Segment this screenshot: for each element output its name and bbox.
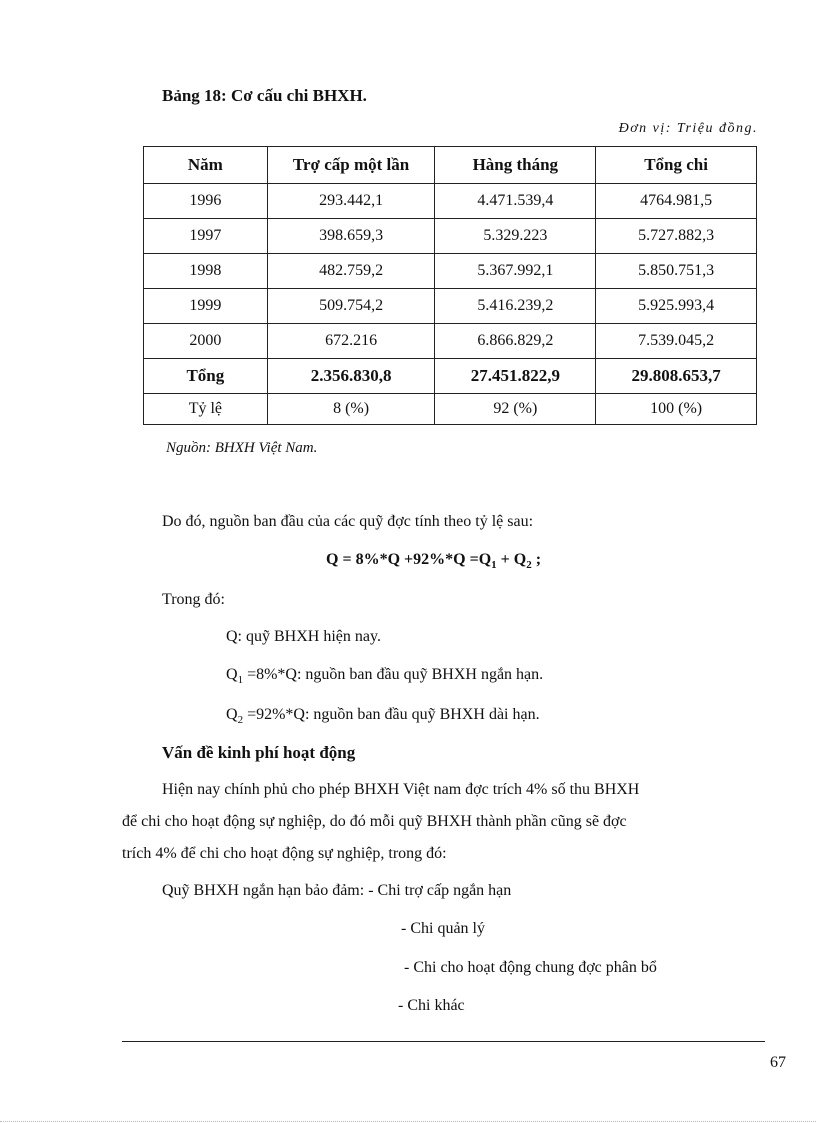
table-title: Bảng 18: Cơ cấu chi BHXH. <box>162 86 367 105</box>
column-header: Hàng tháng <box>435 147 596 184</box>
table-cell: 92 (%) <box>435 394 596 425</box>
table-cell: 5.850.751,3 <box>596 254 757 289</box>
formula-plus: + Q <box>496 551 527 568</box>
unit-note: Đơn vị: Triệu đồng. <box>618 121 758 136</box>
table-row <box>144 324 757 359</box>
table-cell: 293.442,1 <box>267 184 435 219</box>
section-heading: Vấn đề kinh phí hoạt động <box>162 743 356 762</box>
table-row <box>144 184 757 219</box>
table-cell: Tỷ lệ <box>144 394 268 425</box>
expense-table <box>143 146 757 425</box>
paragraph-line-1: Hiện nay chính phủ cho phép BHXH Việt nam đợc trích 4% số thu BHXH <box>162 781 640 798</box>
table-cell: 1996 <box>144 184 268 219</box>
formula-main: Q = 8%*Q +92%*Q =Q <box>326 551 492 568</box>
footer-divider <box>122 1041 765 1042</box>
column-header: Trợ cấp một lần <box>267 147 435 184</box>
table-cell: 2.356.830,8 <box>267 359 435 394</box>
definition-q: Q: quỹ BHXH hiện nay. <box>226 628 381 645</box>
list-item: - Chi cho hoạt động chung đợc phân bổ <box>404 959 657 976</box>
formula-end: ; <box>531 551 542 568</box>
table-cell: 5.416.239,2 <box>435 289 596 324</box>
intro-text: Do đó, nguồn ban đầu của các quỹ đợc tính theo tỷ lệ sau: <box>162 513 534 530</box>
table-cell: Tổng <box>144 359 268 394</box>
list-item: - Chi khác <box>398 997 465 1014</box>
table-row <box>144 219 757 254</box>
table-cell: 27.451.822,9 <box>435 359 596 394</box>
definition-q1 <box>226 666 543 686</box>
table-cell: 482.759,2 <box>267 254 435 289</box>
list-item: - Chi quản lý <box>401 920 485 937</box>
list-intro: Quỹ BHXH ngắn hạn bảo đảm: - Chi trợ cấp ngắn hạn <box>162 882 512 899</box>
formula-sub-1: 1 <box>491 559 497 572</box>
total-row <box>144 359 757 394</box>
page-bottom-border <box>0 1121 816 1122</box>
column-header: Tổng chi <box>596 147 757 184</box>
page-number: 67 <box>770 1054 786 1071</box>
table-cell: 100 (%) <box>596 394 757 425</box>
ratio-row <box>144 394 757 425</box>
column-header: Năm <box>144 147 268 184</box>
table-cell: 5.925.993,4 <box>596 289 757 324</box>
paragraph-line-2: để chi cho hoạt động sự nghiệp, do đó mỗi quỹ BHXH thành phần cũng sẽ đợc <box>122 813 627 830</box>
table-cell: 672.216 <box>267 324 435 359</box>
table-source: Nguồn: BHXH Việt Nam. <box>166 440 318 456</box>
table-cell: 8 (%) <box>267 394 435 425</box>
definition-q2 <box>226 706 540 726</box>
definition-symbol: Q <box>226 666 238 683</box>
table-cell: 7.539.045,2 <box>596 324 757 359</box>
table-cell: 5.727.882,3 <box>596 219 757 254</box>
table-cell: 4.471.539,4 <box>435 184 596 219</box>
definition-subscript: 1 <box>237 674 244 687</box>
table-cell: 1999 <box>144 289 268 324</box>
table-cell: 5.367.992,1 <box>435 254 596 289</box>
table-cell: 29.808.653,7 <box>596 359 757 394</box>
table-cell: 509.754,2 <box>267 289 435 324</box>
table-row <box>144 254 757 289</box>
where-label: Trong đó: <box>162 591 225 608</box>
table-cell: 4764.981,5 <box>596 184 757 219</box>
paragraph-line-3: trích 4% để chi cho hoạt động sự nghiệp, trong đó: <box>122 845 447 862</box>
table-cell: 1998 <box>144 254 268 289</box>
table-cell: 5.329.223 <box>435 219 596 254</box>
table-header-row <box>144 147 757 184</box>
definition-symbol: Q <box>226 706 238 723</box>
definition-subscript: 2 <box>237 714 244 727</box>
formula-sub-2: 2 <box>526 559 532 572</box>
table-cell: 2000 <box>144 324 268 359</box>
definition-text: =8%*Q: nguồn ban đầu quỹ BHXH ngắn hạn. <box>243 666 544 683</box>
table-cell: 398.659,3 <box>267 219 435 254</box>
formula <box>326 551 541 571</box>
definition-text: =92%*Q: nguồn ban đầu quỹ BHXH dài hạn. <box>243 706 540 723</box>
table-cell: 1997 <box>144 219 268 254</box>
table-cell: 6.866.829,2 <box>435 324 596 359</box>
table-row <box>144 289 757 324</box>
